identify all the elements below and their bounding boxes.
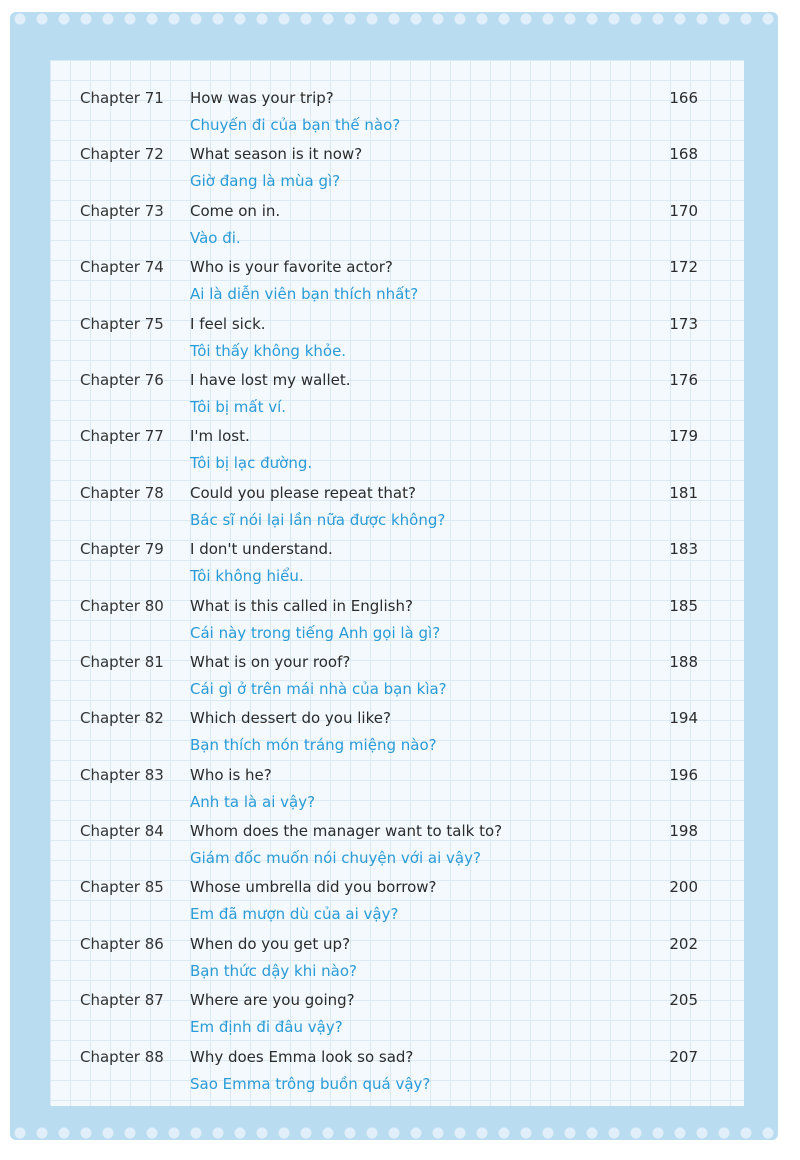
chapter-number: Chapter 85: [80, 878, 164, 897]
english-title: I'm lost.: [190, 427, 250, 446]
english-title: Who is your favorite actor?: [190, 258, 393, 277]
toc-entry: [50, 873, 744, 929]
toc-entry: [50, 704, 744, 760]
vietnamese-title: Vào đi.: [190, 228, 241, 247]
page-number: 188: [669, 652, 698, 671]
english-title: I have lost my wallet.: [190, 370, 351, 389]
chapter-number: Chapter 79: [80, 540, 164, 559]
toc-entry: [50, 817, 744, 873]
page-number: 183: [669, 540, 698, 559]
page-number: 176: [669, 370, 698, 389]
page-number: 205: [669, 991, 698, 1010]
toc-entry: [50, 253, 744, 309]
english-title: Where are you going?: [190, 991, 355, 1010]
english-title: How was your trip?: [190, 89, 334, 107]
vietnamese-title: Bác sĩ nói lại lần nữa được không?: [190, 510, 446, 529]
chapter-number: Chapter 74: [80, 258, 164, 277]
page-number: 173: [669, 314, 698, 333]
english-title: Come on in.: [190, 201, 281, 220]
chapter-number: Chapter 75: [80, 314, 164, 333]
vietnamese-title: Ai là diễn viên bạn thích nhất?: [190, 285, 419, 304]
toc-entry: [50, 310, 744, 366]
chapter-number: Chapter 80: [80, 596, 164, 615]
page-number: 179: [669, 427, 698, 446]
page-number: 196: [669, 765, 698, 784]
page-number: 207: [669, 1047, 698, 1066]
english-title: Whom does the manager want to talk to?: [190, 822, 503, 841]
english-title: I don't understand.: [190, 540, 333, 559]
vietnamese-title: Anh ta là ai vậy?: [190, 792, 316, 811]
toc-entry: [50, 535, 744, 591]
vietnamese-title: Bạn thức dậy khi nào?: [190, 961, 357, 980]
vietnamese-title: Bạn thích món tráng miệng nào?: [190, 736, 437, 755]
table-of-contents: [50, 84, 744, 1099]
english-title: Whose umbrella did you borrow?: [190, 878, 437, 897]
page-number: 185: [669, 596, 698, 615]
vietnamese-title: Sao Emma trông buồn quá vậy?: [190, 1074, 431, 1093]
english-title: Why does Emma look so sad?: [190, 1047, 414, 1066]
vietnamese-title: Cái này trong tiếng Anh gọi là gì?: [190, 623, 441, 642]
page-number: 168: [669, 145, 698, 164]
vietnamese-title: Tôi không hiểu.: [190, 567, 304, 586]
toc-entry: [50, 366, 744, 422]
page-number: 202: [669, 934, 698, 953]
chapter-number: Chapter 71: [80, 89, 164, 107]
vietnamese-title: Em định đi đâu vậy?: [190, 1018, 343, 1037]
english-title: I feel sick.: [190, 314, 266, 333]
english-title: Which dessert do you like?: [190, 709, 391, 728]
vietnamese-title: Tôi bị mất ví.: [190, 397, 287, 416]
toc-entry: [50, 140, 744, 196]
vietnamese-title: Giám đốc muốn nói chuyện với ai vậy?: [190, 849, 481, 868]
page-number: 170: [669, 201, 698, 220]
toc-entry: [50, 986, 744, 1042]
chapter-number: Chapter 83: [80, 765, 164, 784]
page-number: 166: [669, 89, 698, 107]
toc-entry: [50, 648, 744, 704]
english-title: What is this called in English?: [190, 596, 413, 615]
vietnamese-title: Tôi thấy không khỏe.: [190, 341, 347, 360]
chapter-number: Chapter 78: [80, 483, 164, 502]
page-number: 181: [669, 483, 698, 502]
chapter-number: Chapter 84: [80, 822, 164, 841]
chapter-number: Chapter 76: [80, 370, 164, 389]
vietnamese-title: Tôi bị lạc đường.: [190, 454, 313, 473]
page-number: 200: [669, 878, 698, 897]
english-title: What season is it now?: [190, 145, 363, 164]
english-title: What is on your roof?: [190, 652, 351, 671]
page-number: 172: [669, 258, 698, 277]
toc-entry: [50, 84, 744, 140]
english-title: When do you get up?: [190, 934, 351, 953]
toc-entry: [50, 422, 744, 478]
toc-entry: [50, 1043, 744, 1099]
vietnamese-title: Giờ đang là mùa gì?: [190, 172, 341, 191]
page-number: 194: [669, 709, 698, 728]
chapter-number: Chapter 77: [80, 427, 164, 446]
chapter-number: Chapter 88: [80, 1047, 164, 1066]
vietnamese-title: Em đã mượn dù của ai vậy?: [190, 905, 399, 924]
grid-panel: [50, 60, 744, 1106]
vietnamese-title: Cái gì ở trên mái nhà của bạn kìa?: [190, 679, 447, 698]
page-number: 198: [669, 822, 698, 841]
vietnamese-title: Chuyến đi của bạn thế nào?: [190, 116, 401, 134]
chapter-number: Chapter 86: [80, 934, 164, 953]
chapter-number: Chapter 82: [80, 709, 164, 728]
english-title: Who is he?: [190, 765, 272, 784]
english-title: Could you please repeat that?: [190, 483, 416, 502]
chapter-number: Chapter 81: [80, 652, 164, 671]
page-frame: [10, 12, 778, 1140]
chapter-number: Chapter 73: [80, 201, 164, 220]
chapter-number: Chapter 72: [80, 145, 164, 164]
toc-entry: [50, 761, 744, 817]
toc-entry: [50, 592, 744, 648]
toc-entry: [50, 930, 744, 986]
toc-entry: [50, 479, 744, 535]
toc-entry: [50, 197, 744, 253]
chapter-number: Chapter 87: [80, 991, 164, 1010]
